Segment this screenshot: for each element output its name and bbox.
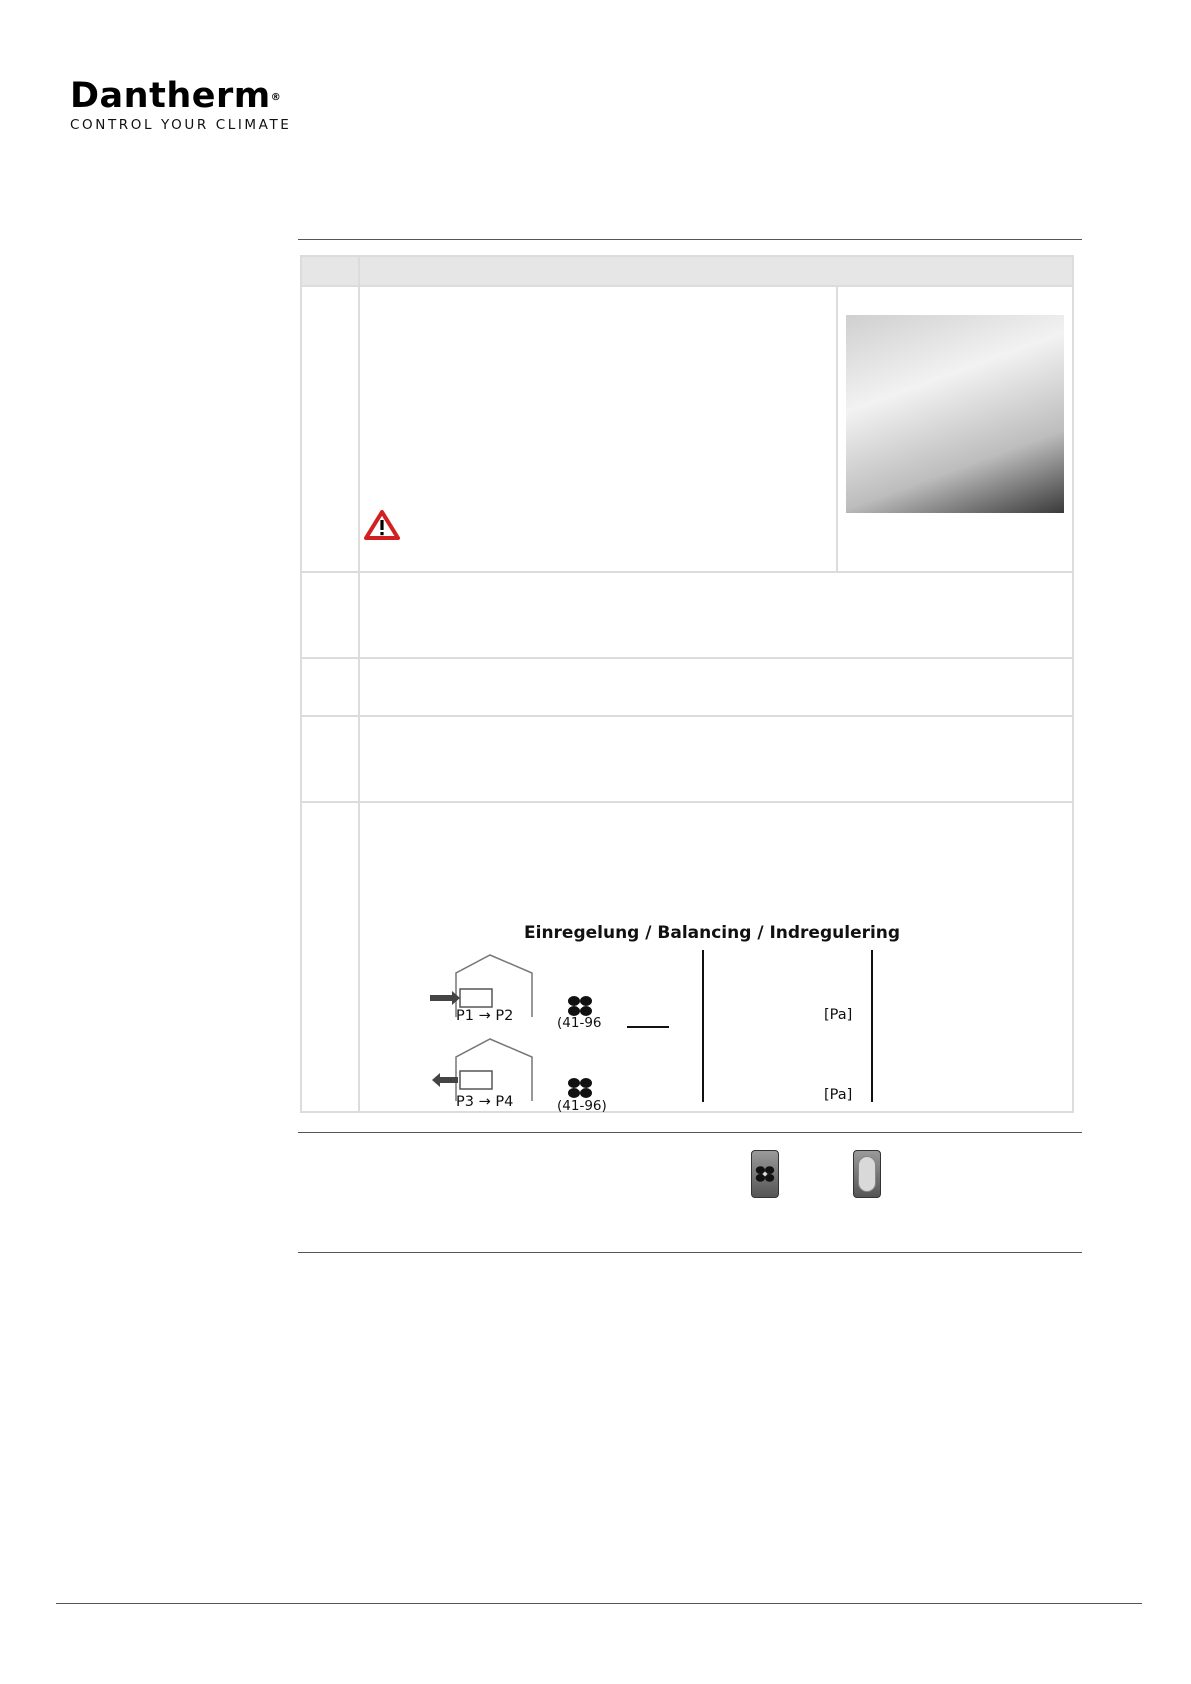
step-number-cell bbox=[301, 658, 359, 716]
header-step-cell bbox=[301, 256, 359, 286]
blank-button-icon bbox=[853, 1150, 881, 1198]
p1-p2-label: P1 → P2 bbox=[456, 1008, 514, 1024]
installation-photo bbox=[846, 315, 1064, 513]
step-text-cell bbox=[359, 286, 837, 572]
brand-tagline: CONTROL YOUR CLIMATE bbox=[70, 117, 292, 133]
step-number-cell bbox=[301, 802, 359, 1112]
registered-mark: ® bbox=[270, 92, 282, 103]
table-row bbox=[301, 802, 1073, 1112]
step-text-cell bbox=[359, 658, 1073, 716]
table-header-row bbox=[301, 256, 1073, 286]
mid-divider bbox=[298, 1132, 1082, 1133]
pa-unit-2: [Pa] bbox=[824, 1087, 853, 1103]
step-number-cell bbox=[301, 572, 359, 658]
diagram-divider-left bbox=[702, 950, 704, 1102]
step-text-cell bbox=[359, 716, 1073, 802]
diagram-divider-right bbox=[871, 950, 873, 1102]
fan-icon bbox=[567, 1077, 593, 1099]
range-label-1: (41-96 bbox=[557, 1015, 602, 1031]
table-row bbox=[301, 658, 1073, 716]
step-image-cell bbox=[837, 286, 1073, 572]
page-footer-divider bbox=[56, 1603, 1142, 1604]
table-row bbox=[301, 286, 1073, 572]
table-row bbox=[301, 716, 1073, 802]
fan-icon bbox=[755, 1165, 775, 1183]
fan-icon bbox=[567, 995, 593, 1017]
warning-triangle-icon bbox=[364, 510, 400, 540]
steps-table bbox=[300, 255, 1074, 1113]
diagram-title: Einregelung / Balancing / Indregulering bbox=[524, 923, 901, 943]
p3-p4-label: P3 → P4 bbox=[456, 1094, 514, 1110]
pa-unit-1: [Pa] bbox=[824, 1007, 853, 1023]
section-bottom-divider bbox=[298, 1252, 1082, 1253]
step-number-cell bbox=[301, 286, 359, 572]
top-divider bbox=[298, 239, 1082, 240]
brand-name: Dantherm® bbox=[70, 76, 282, 116]
range-label-2: (41-96) bbox=[557, 1098, 607, 1114]
table-row bbox=[301, 572, 1073, 658]
step-number-cell bbox=[301, 716, 359, 802]
dantherm-logo bbox=[70, 78, 291, 133]
connector-line bbox=[627, 1026, 669, 1028]
header-description-cell bbox=[359, 256, 1073, 286]
blank-button-face bbox=[858, 1156, 876, 1192]
fan-button-icon bbox=[751, 1150, 779, 1198]
step-text-cell bbox=[359, 572, 1073, 658]
